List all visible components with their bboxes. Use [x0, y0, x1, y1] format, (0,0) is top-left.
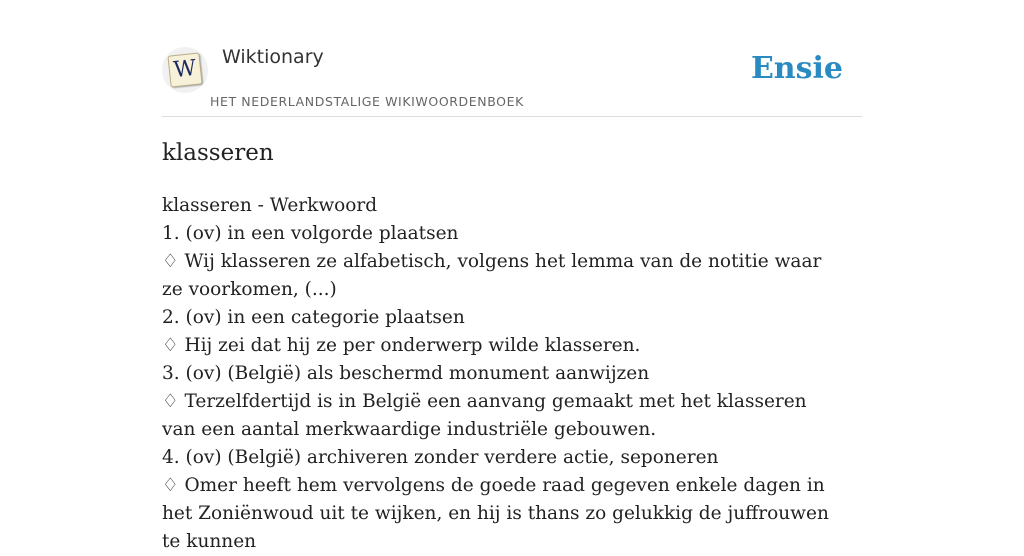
wiktionary-logo-icon[interactable] [162, 47, 208, 93]
word-type-line: klasseren - Werkwoord [162, 195, 378, 216]
definition-2: 2. (ov) in een categorie plaatsen [162, 307, 465, 328]
example-4: ♢ Omer heeft hem vervolgens de goede raad gegeven enkele dagen in het Zoniënwoud uit te wijken, en hij is thans zo gelukkig de juffrouwen te kunnen [162, 475, 829, 552]
definition-3: 3. (ov) (België) als beschermd monument aanwijzen [162, 363, 650, 384]
page-title: klasseren [162, 140, 274, 166]
logo-tile [167, 52, 202, 87]
site-name-link[interactable]: Wiktionary [222, 46, 324, 68]
logo-letter: W [172, 55, 198, 84]
example-3: ♢ Terzelfdertijd is in België een aanvang gemaakt met het klasseren van een aantal merkwaardige industriële gebouwen. [162, 391, 807, 440]
definition-content [162, 192, 842, 556]
ensie-logo-link[interactable]: Ensie [750, 51, 843, 86]
definition-1: 1. (ov) in een volgorde plaatsen [162, 223, 459, 244]
example-2: ♢ Hij zei dat hij ze per onderwerp wilde klasseren. [162, 335, 641, 356]
example-1: ♢ Wij klasseren ze alfabetisch, volgens het lemma van de notitie waar ze voorkomen, (...) [162, 251, 822, 300]
site-header [162, 0, 862, 117]
page [162, 0, 862, 552]
definition-4: 4. (ov) (België) archiveren zonder verdere actie, seponeren [162, 447, 719, 468]
site-subtitle: HET NEDERLANDSTALIGE WIKIWOORDENBOEK [210, 94, 524, 109]
